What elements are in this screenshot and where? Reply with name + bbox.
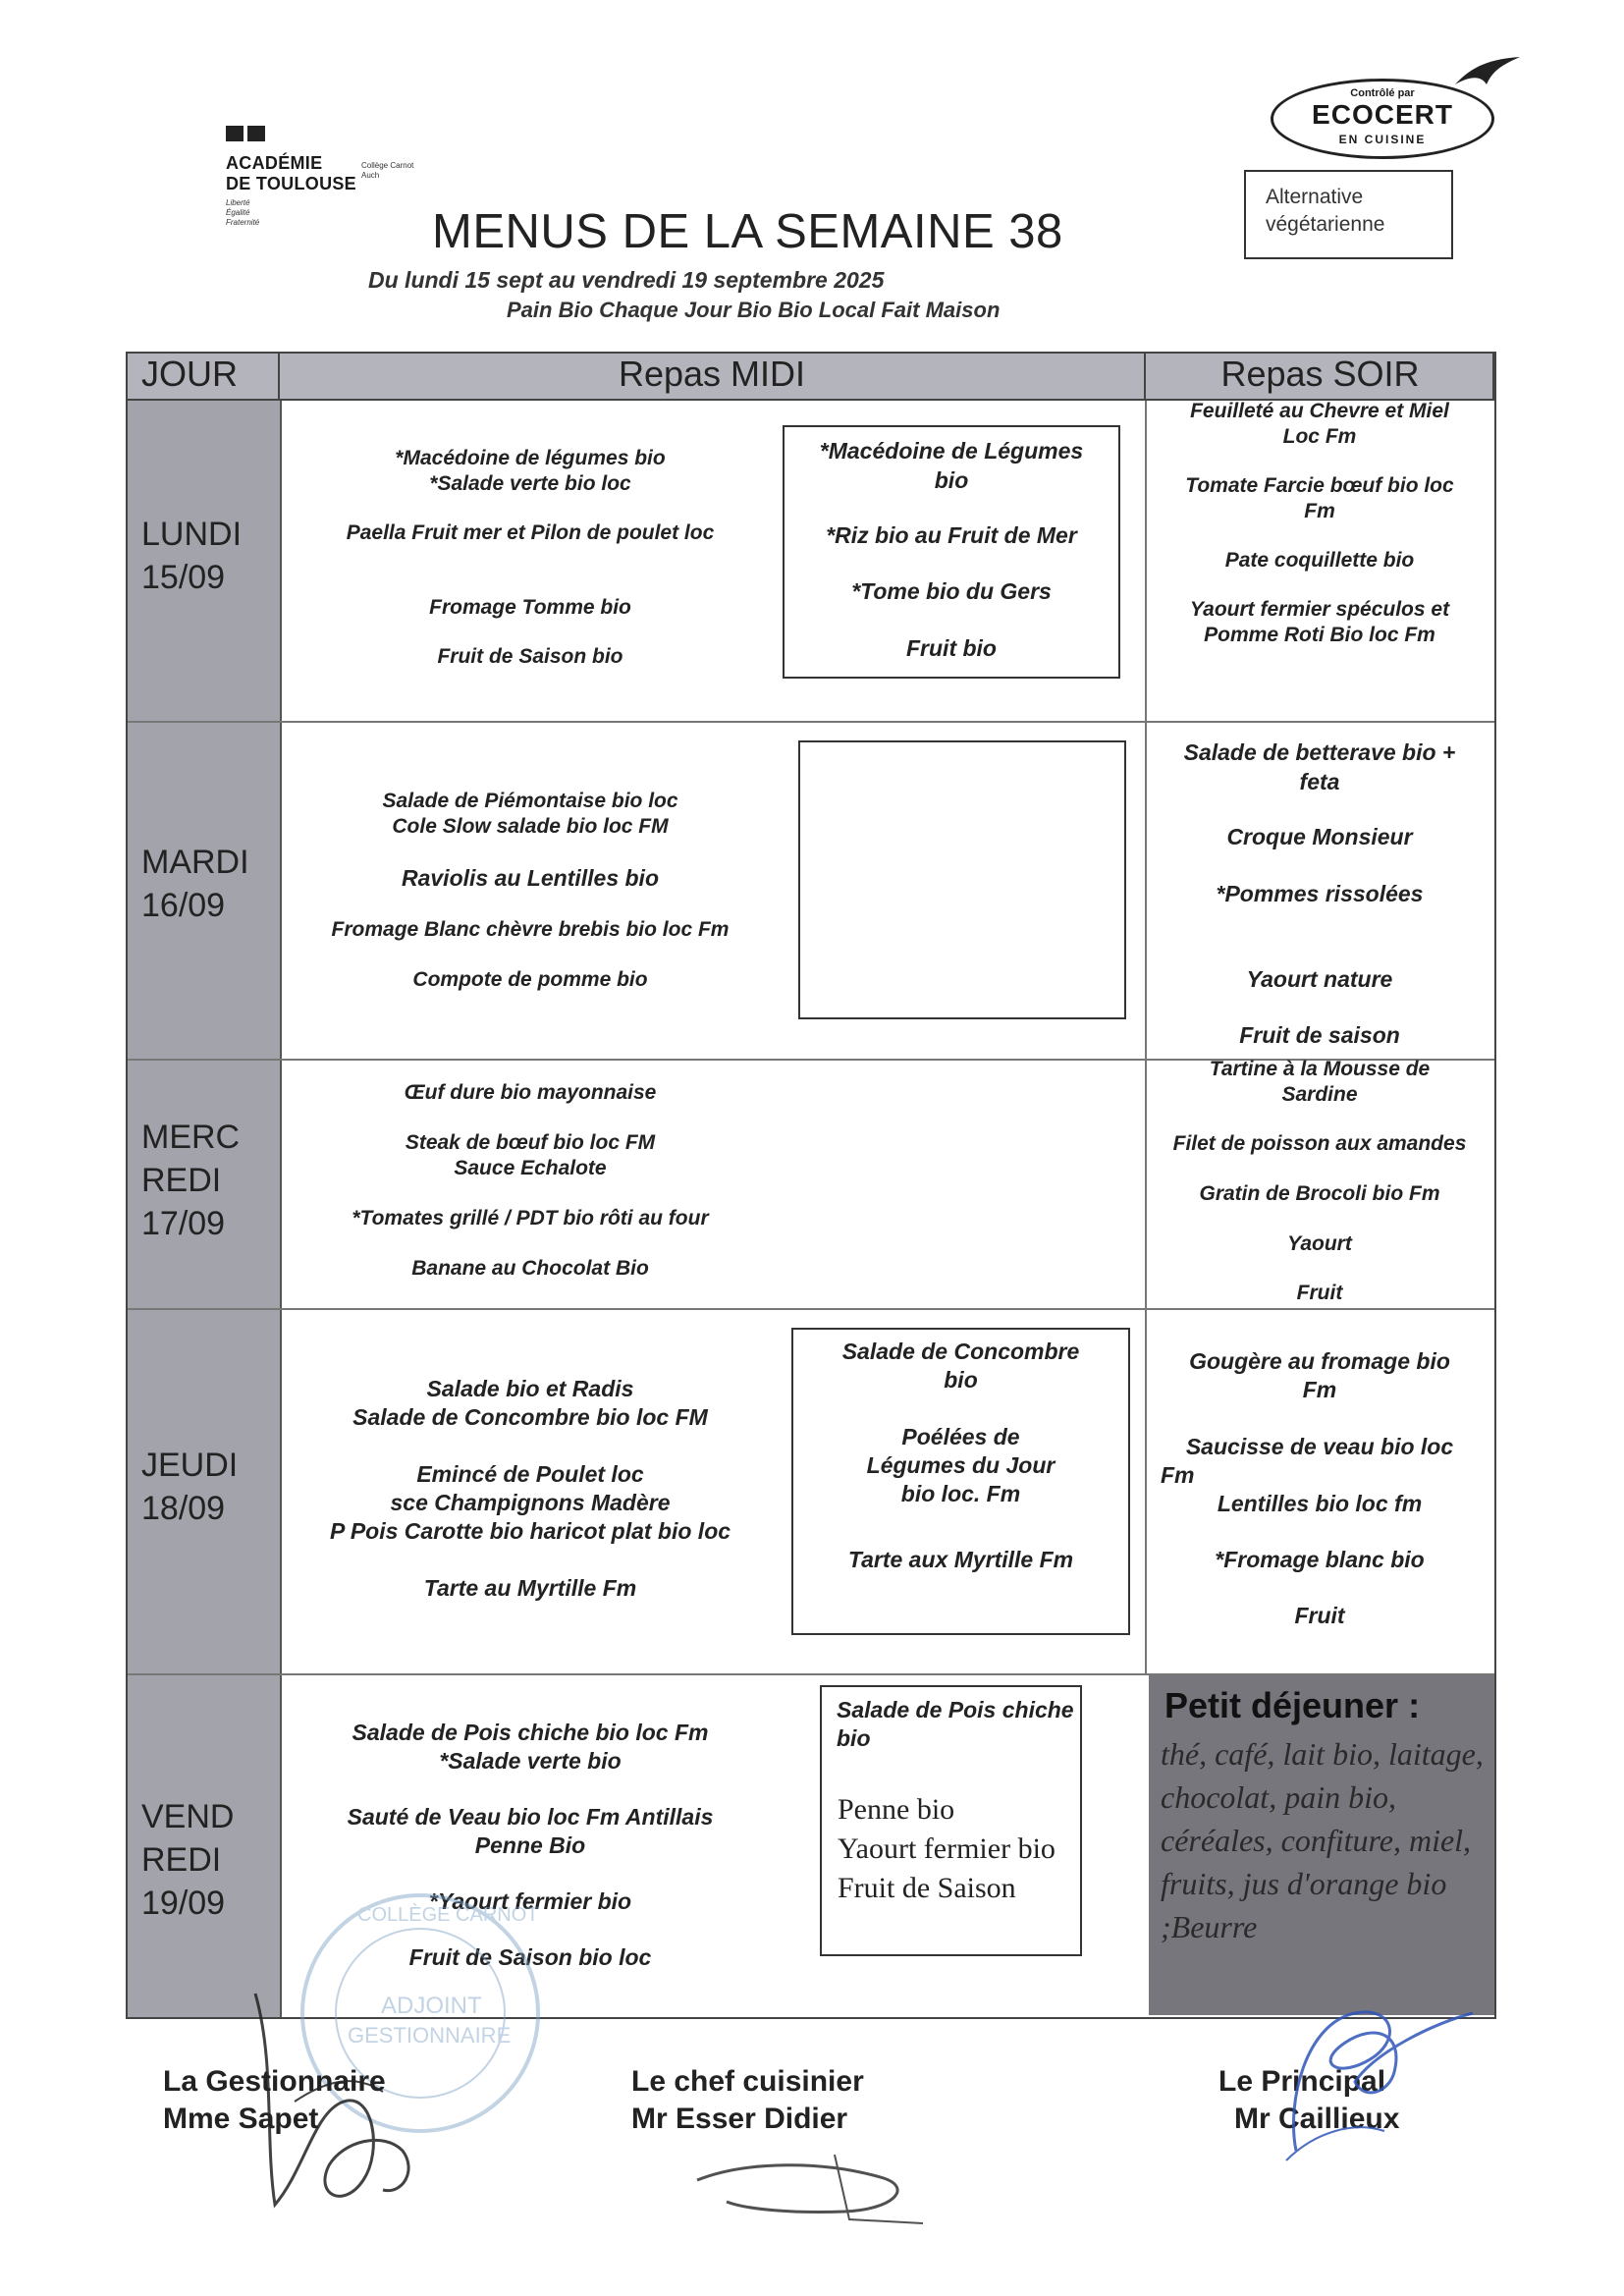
soir-item: Lentilles bio loc fm [1217, 1491, 1423, 1516]
soir-item: Fm [1302, 1377, 1337, 1402]
soir-item: Fruit [1294, 1603, 1345, 1628]
day-label-jeudi: JEUDI 18/09 [141, 1447, 239, 1527]
soir-item: Filet de poisson aux amandes [1172, 1132, 1467, 1155]
day-label-vendredi: VEND REDI 19/09 [141, 1798, 235, 1922]
stamp-text: ADJOINT [381, 1993, 482, 2019]
veg-item: Fruit bio [906, 635, 997, 661]
handwritten-signature-chef [687, 2141, 943, 2239]
menu-item: Sauce Echalote [454, 1157, 607, 1179]
menu-item: Banane au Chocolat Bio [411, 1257, 649, 1280]
alternative-vegetarienne-legend: Alternative végétarienne [1244, 170, 1453, 259]
veg-item: *Riz bio au Fruit de Mer [826, 522, 1077, 548]
veg-item: Tarte aux Myrtille Fm [847, 1547, 1074, 1572]
veg-item: Poélées de [901, 1424, 1020, 1449]
soir-item: Sardine [1281, 1083, 1358, 1106]
republic-motto: Liberté Égalité Fraternité [226, 198, 260, 227]
soir-item: Fruit [1296, 1282, 1343, 1304]
menu-item: Salade bio et Radis [426, 1376, 634, 1401]
menu-item: Steak de bœuf bio loc FM [405, 1131, 656, 1154]
row-separator [128, 1308, 1494, 1310]
menu-item: Fromage Blanc chèvre brebis bio loc Fm [331, 918, 730, 941]
header-repas-soir: Repas SOIR [1220, 354, 1420, 394]
menu-item: Sauté de Veau bio loc Fm Antillais [347, 1804, 714, 1830]
soir-item: Fruit de saison [1239, 1022, 1400, 1048]
breakfast-panel [1149, 1675, 1494, 2015]
signature-chef: Le chef cuisinier Mr Esser Didier [631, 2065, 864, 2135]
soir-item: Yaourt nature [1246, 966, 1393, 992]
menu-item: Emincé de Poulet loc [416, 1461, 644, 1487]
menu-item: Fruit de Saison bio loc [408, 1944, 652, 1970]
menu-item: Penne Bio [474, 1832, 586, 1858]
veg-item: Salade de Concombre [841, 1339, 1080, 1364]
handwritten-signature-principal [1247, 1984, 1483, 2170]
table-border-left [126, 352, 128, 2019]
soir-item: Pate coquillette bio [1224, 549, 1415, 572]
menu-item: Fromage Tomme bio [429, 596, 631, 619]
veg-item: Salade de Pois chiche [837, 1697, 1074, 1722]
soir-item: Gratin de Brocoli bio Fm [1199, 1182, 1440, 1205]
soir-item: Saucisse de veau bio loc [1185, 1434, 1454, 1459]
header-repas-midi: Repas MIDI [618, 354, 806, 394]
soir-item: Loc Fm [1282, 425, 1357, 448]
veg-item: bio [944, 1367, 978, 1393]
veg-item: Légumes du Jour [866, 1452, 1056, 1478]
soir-item: feta [1299, 769, 1340, 794]
menu-item: Salade de Piémontaise bio loc [382, 790, 678, 812]
ecocert-name: ECOCERT [1312, 99, 1453, 130]
menu-item: Raviolis au Lentilles bio [401, 865, 659, 891]
menu-item: Salade de Concombre bio loc FM [352, 1404, 708, 1430]
veg-item: bio [837, 1725, 871, 1751]
menu-item: *Yaourt fermier bio [428, 1888, 632, 1914]
academie-name: ACADÉMIE DE TOULOUSE [226, 153, 356, 193]
date-range: Du lundi 15 sept au vendredi 19 septembre 2025 [368, 267, 885, 293]
soir-item: Tartine à la Mousse de [1209, 1058, 1431, 1080]
stamp-text: GESTIONNAIRE [348, 2023, 512, 2048]
ecocert-sub: EN CUISINE [1338, 133, 1427, 146]
menu-item: *Macédoine de légumes bio [395, 447, 666, 469]
soir-item: Gougère au fromage bio [1189, 1348, 1450, 1374]
veg-item: bio [934, 467, 969, 493]
day-label-mercredi: MERC REDI 17/09 [141, 1119, 241, 1242]
menu-item: sce Champignons Madère [390, 1490, 671, 1515]
header-jour: JOUR [141, 354, 238, 394]
soir-item: Pomme Roti Bio loc Fm [1204, 624, 1435, 646]
academie-logo [226, 126, 461, 244]
ecocert-controle: Contrôlé par [1350, 87, 1415, 99]
menu-item: *Salade verte bio [439, 1748, 622, 1774]
signature-principal: Le Principal Mr Caillieux [1218, 2065, 1400, 2135]
veg-item: Fruit de Saison [838, 1872, 1016, 1904]
soir-item: Salade de betterave bio + [1183, 739, 1456, 765]
veg-item: Penne bio [838, 1793, 955, 1826]
menu-item: *Salade verte bio loc [429, 472, 631, 495]
soir-divider [1145, 401, 1147, 1675]
day-label-mardi: MARDI 16/09 [141, 844, 249, 924]
menu-item: Compote de pomme bio [412, 968, 648, 991]
soir-item: Yaourt fermier spéculos et [1189, 598, 1450, 621]
stamp-text: COLLÈGE CARNOT [357, 1904, 539, 1926]
menu-item: Œuf dure bio mayonnaise [404, 1081, 657, 1104]
veg-item: *Macédoine de Légumes [819, 438, 1084, 464]
menu-item: P Pois Carotte bio haricot plat bio loc [329, 1518, 731, 1544]
breakfast-items: thé, café, lait bio, laitage, chocolat, pain bio, céréales, confiture, miel, fruits, jus d'orange bio ;Beurre [1161, 1736, 1484, 1944]
veg-item: Yaourt fermier bio [838, 1832, 1056, 1865]
menu-item: Tarte au Myrtille Fm [423, 1575, 637, 1601]
soir-item: *Fromage blanc bio [1215, 1547, 1425, 1572]
swallow-icon [1453, 55, 1522, 94]
soir-item: Yaourt [1287, 1232, 1352, 1255]
menu-item: Paella Fruit mer et Pilon de poulet loc [346, 521, 715, 544]
soir-item: Fm [1161, 1462, 1195, 1488]
veg-item: *Tome bio du Gers [851, 578, 1052, 604]
day-label-lundi: LUNDI 15/09 [141, 516, 243, 596]
bio-notice: Pain Bio Chaque Jour Bio Bio Local Fait Maison [507, 298, 1001, 322]
breakfast-title: Petit déjeuner : [1164, 1685, 1421, 1725]
soir-item: *Pommes rissolées [1216, 881, 1424, 906]
soir-item: Tomate Farcie bœuf bio loc [1185, 474, 1454, 497]
vegetarian-box-empty [798, 740, 1126, 1019]
college-name: Collège Carnot Auch [361, 161, 414, 180]
menu-item: Fruit de Saison bio [437, 645, 623, 668]
menu-item: *Tomates grillé / PDT bio rôti au four [352, 1207, 709, 1230]
soir-item: Fm [1304, 500, 1335, 522]
page-title: MENUS DE LA SEMAINE 38 [432, 205, 1063, 258]
row-separator [128, 721, 1494, 723]
menu-item: Cole Slow salade bio loc FM [392, 815, 669, 838]
soir-item: Feuilleté au Chevre et Miel [1190, 400, 1449, 422]
menu-item: Salade de Pois chiche bio loc Fm [352, 1720, 709, 1745]
soir-item: Croque Monsieur [1226, 824, 1413, 849]
signature-gestionnaire: La Gestionnaire Mme Sapet [163, 2065, 386, 2135]
marianne-icon [226, 126, 265, 143]
table-border-right [1494, 352, 1496, 2019]
handwritten-signature-gestionnaire [236, 1984, 452, 2219]
veg-item: bio loc. Fm [900, 1481, 1021, 1506]
